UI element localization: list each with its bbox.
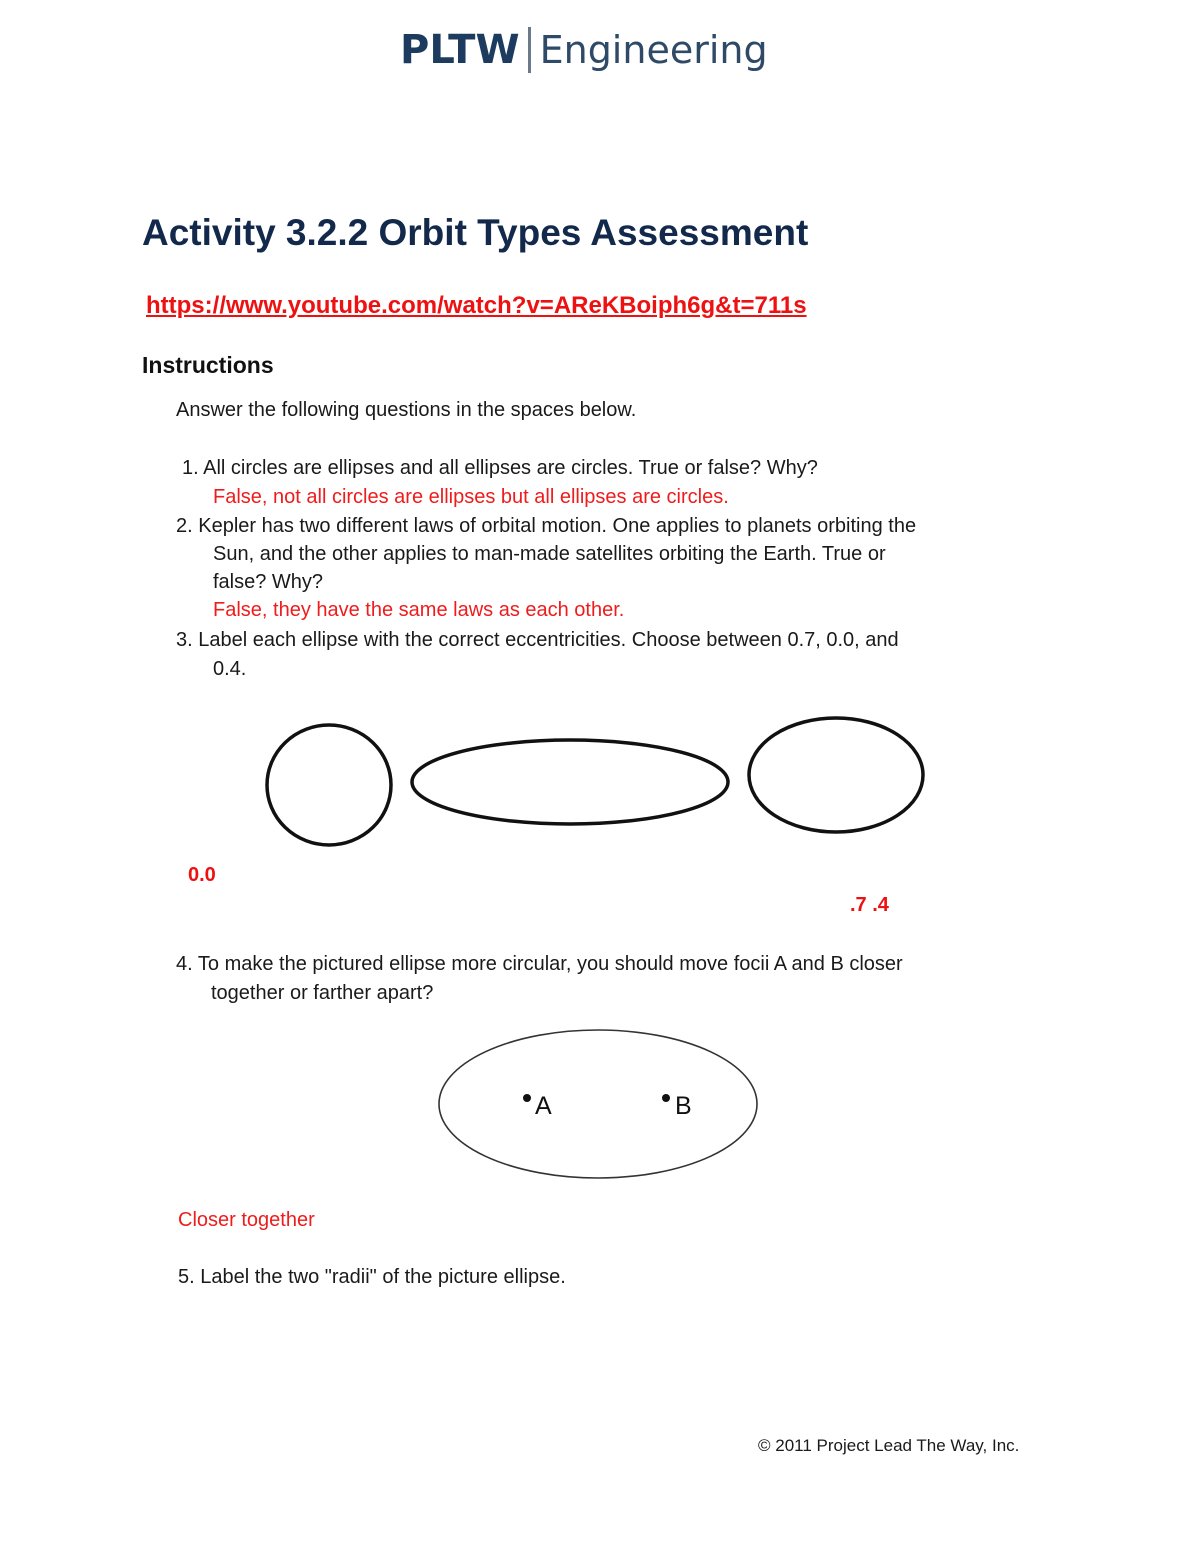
focus-b-dot <box>662 1094 670 1102</box>
question-3-text-line-2: 0.4. <box>213 658 247 680</box>
instructions-intro: Answer the following questions in the spaces below. <box>176 399 637 421</box>
eccentricity-label-others: .7 .4 <box>850 894 889 916</box>
question-4-text-line-2: together or farther apart? <box>211 982 434 1004</box>
focus-b-label: B <box>675 1092 692 1120</box>
focus-a-label: A <box>535 1092 552 1120</box>
focus-a-dot <box>523 1094 531 1102</box>
page-title: Activity 3.2.2 Orbit Types Assessment <box>142 212 809 253</box>
question-2-text-line-3: false? Why? <box>213 571 324 593</box>
logo-brand: PLTW <box>400 27 520 73</box>
question-2-text-line-1: Kepler has two different laws of orbital motion. One applies to planets orbiting the <box>198 515 917 537</box>
logo-suffix: Engineering <box>539 28 768 72</box>
question-4-number: 4. <box>176 953 193 975</box>
question-3-number: 3. <box>176 629 193 651</box>
question-2-number: 2. <box>176 515 193 537</box>
copyright-footer: © 2011 Project Lead The Way, Inc. <box>758 1436 1020 1455</box>
question-1-number: 1. <box>182 457 199 479</box>
question-1-answer: False, not all circles are ellipses but all ellipses are circles. <box>213 486 729 508</box>
question-3-text-line-1: Label each ellipse with the correct eccentricities. Choose between 0.7, 0.0, and <box>198 629 899 651</box>
question-1-text: All circles are ellipses and all ellipses are circles. True or false? Why? <box>203 457 818 479</box>
question-4-text-line-1: To make the pictured ellipse more circular, you should move focii A and B closer <box>197 953 903 975</box>
video-link[interactable]: https://www.youtube.com/watch?v=AReKBoiph6g&t=711s <box>146 292 807 319</box>
question-5-number: 5. <box>178 1266 195 1288</box>
question-5-text: Label the two "radii" of the picture ellipse. <box>200 1266 566 1288</box>
foci-ellipse <box>439 1030 757 1178</box>
question-2-answer: False, they have the same laws as each other. <box>213 599 625 621</box>
eccentricity-label-circle: 0.0 <box>188 864 216 886</box>
question-2-text-line-2: Sun, and the other applies to man-made satellites orbiting the Earth. True or <box>213 543 886 565</box>
instructions-heading: Instructions <box>142 352 274 378</box>
question-5 <box>178 1263 566 1292</box>
question-4-answer: Closer together <box>178 1209 315 1231</box>
